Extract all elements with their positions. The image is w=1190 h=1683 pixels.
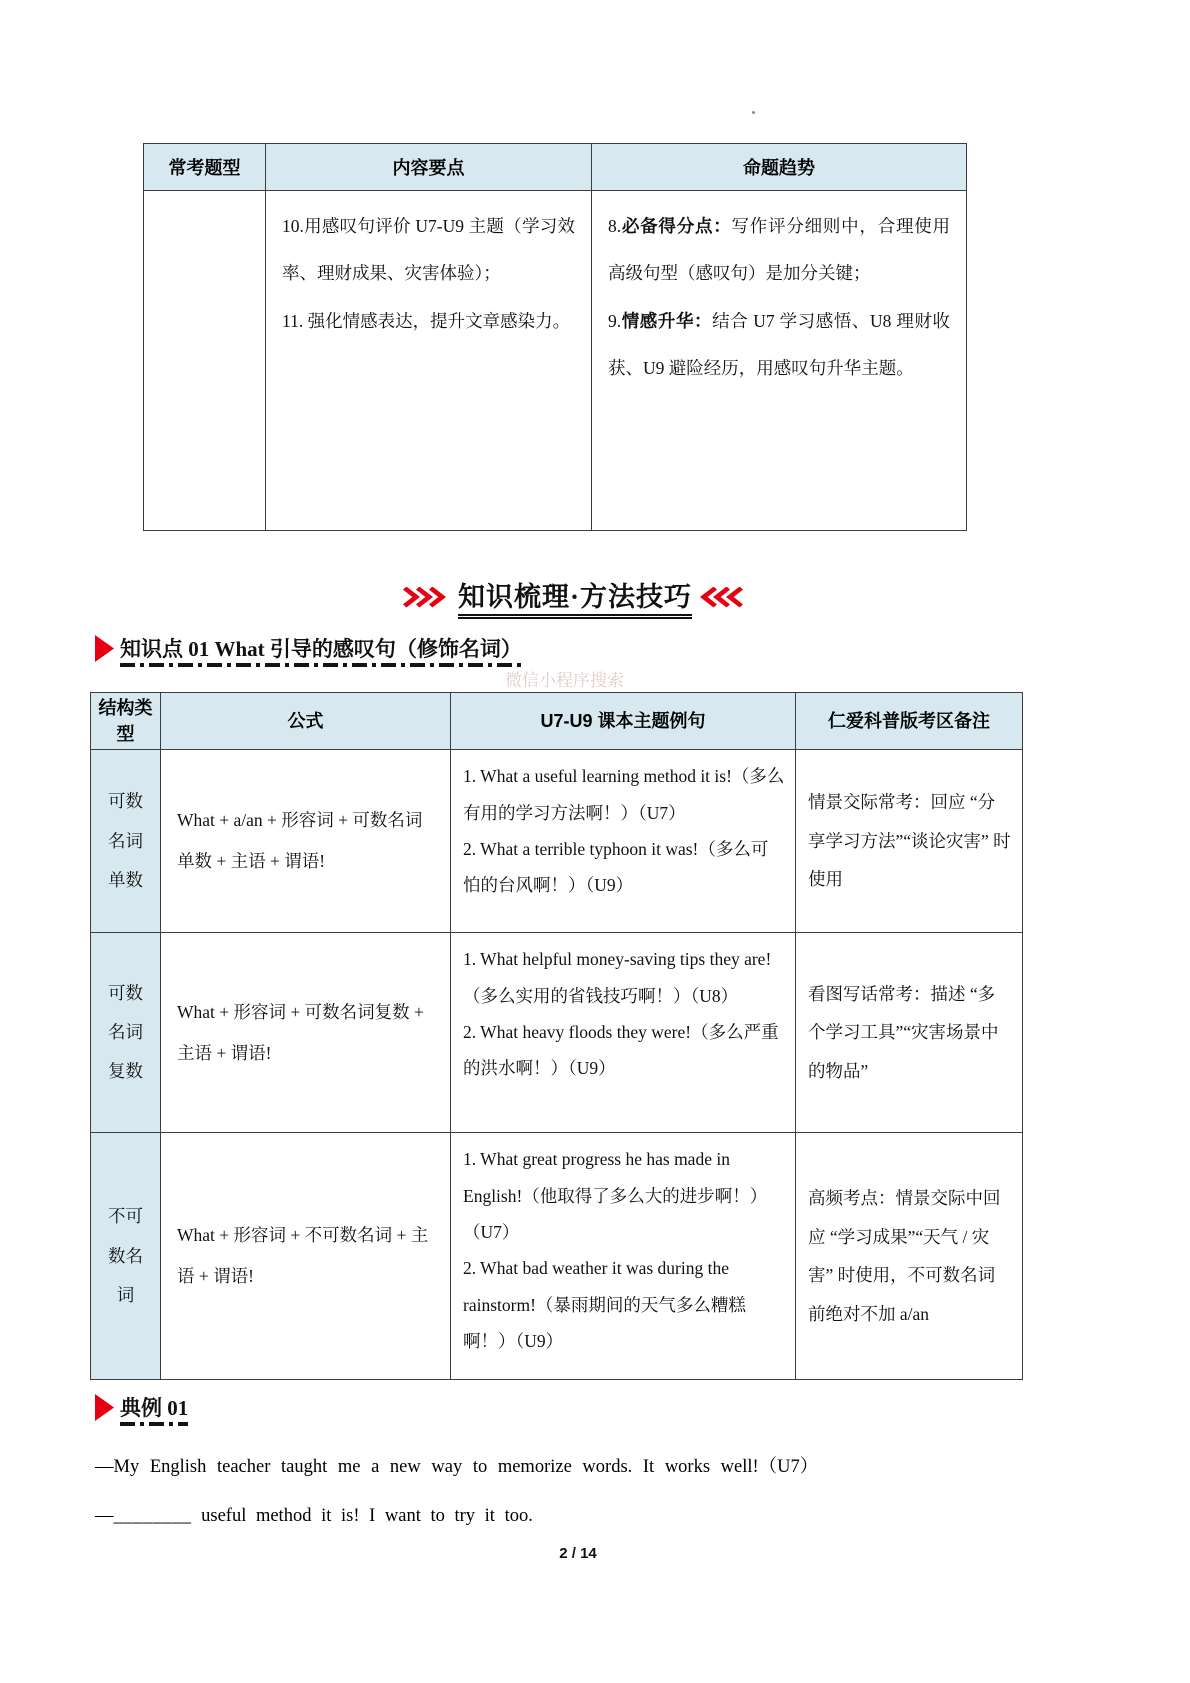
cell-question-type <box>144 191 266 531</box>
header-content-points: 内容要点 <box>266 144 592 191</box>
cell-trend <box>592 191 967 531</box>
cell-note: 情景交际常考：回应 “分享学习方法”“谈论灾害” 时使用 <box>796 750 1023 933</box>
content-point: 11. 强化情感表达，提升文章感染力。 <box>282 310 571 331</box>
exam-trend-table <box>143 143 967 531</box>
example-sentence: 2. What a terrible typhoon it was!（多么可怕的台风啊！）（U9） <box>463 838 769 896</box>
dialogue-line-2 <box>95 1506 995 1527</box>
red-arrow-icon <box>95 1394 114 1421</box>
cell-examples <box>451 933 796 1133</box>
red-arrow-icon <box>95 635 114 662</box>
trend-bold-label: 必备得分点： <box>621 216 732 236</box>
knowledge-point-title: 知识点 01 What 引导的感叹句（修饰名词） <box>120 633 522 667</box>
trend-number: 8. <box>608 216 622 236</box>
table-row-plural-countable <box>91 933 1023 1133</box>
watermark-text: 微信小程序搜索 <box>505 671 624 690</box>
example-sentence: 1. What helpful money-saving tips they are!（多么实用的省钱技巧啊！）（U8） <box>463 949 772 1006</box>
page-number: 2 / 14 <box>559 1545 597 1562</box>
header-exam-notes: 仁爱科普版考区备注 <box>796 693 1023 750</box>
trend-point <box>608 298 950 393</box>
table-row <box>144 191 967 531</box>
header-trend: 命题趋势 <box>592 144 967 191</box>
content-point: 10.用感叹句评价 U7-U9 主题（学习效率、理财成果、灾害体验）； <box>282 216 575 284</box>
section-banner-underline <box>458 575 692 619</box>
table-row-uncountable <box>91 1133 1023 1380</box>
dialogue-line-2-text: useful method it is! I want to try it too. <box>191 1506 533 1526</box>
table-header-row <box>144 144 967 191</box>
cell-type: 可数名词复数 <box>91 933 161 1133</box>
header-question-type: 常考题型 <box>144 144 266 191</box>
example-sentence: 2. What heavy floods they were!（多么严重的洪水啊！）（U9） <box>463 1021 779 1079</box>
trend-bold-label: 情感升华： <box>621 310 713 331</box>
example-sentence: 1. What a useful learning method it is!（多么有用的学习方法啊！）（U7） <box>463 766 785 823</box>
trend-point <box>608 203 950 298</box>
cell-content-points <box>266 191 592 531</box>
example-title: 典例 01 <box>120 1392 188 1426</box>
dialogue-line-1: —My English teacher taught me a new way to memorize words. It works well!（U7） <box>95 1457 819 1477</box>
cell-note: 高频考点：情景交际中回应 “学习成果”“天气 / 灾害” 时使用，不可数名词前绝对不加 a/an <box>796 1133 1023 1380</box>
cell-type: 不可数名词 <box>91 1133 161 1380</box>
trend-number: 9. <box>608 310 622 331</box>
table-header-row <box>91 693 1023 750</box>
cell-examples <box>451 1133 796 1380</box>
trend-text: 写作评分细则中，合理使用高级句型（感叹句）是加分关键； <box>608 216 951 284</box>
cell-formula: What + 形容词 + 可数名词复数 + 主语 + 谓语! <box>161 933 451 1133</box>
cell-note: 看图写话常考：描述 “多个学习工具”“灾害场景中的物品” <box>796 933 1023 1133</box>
knowledge-point-heading <box>95 633 522 667</box>
section-banner <box>0 575 1150 619</box>
trend-text: 结合 U7 学习感悟、U8 理财收获、U9 避险经历，用感叹句升华主题。 <box>608 310 951 378</box>
knowledge-table <box>90 692 1023 1380</box>
example-heading <box>95 1392 188 1426</box>
stray-dot <box>752 111 755 114</box>
answer-blank: ________ <box>113 1506 192 1526</box>
header-structure-type: 结构类型 <box>91 693 161 750</box>
example-sentence: 1. What great progress he has made in English!（他取得了多么大的进步啊！）（U7） <box>463 1149 768 1242</box>
header-example-sentences: U7-U9 课本主题例句 <box>451 693 796 750</box>
table-row-singular-countable <box>91 750 1023 933</box>
fast-forward-arrows-icon <box>407 587 446 608</box>
cell-formula: What + a/an + 形容词 + 可数名词单数 + 主语 + 谓语! <box>161 750 451 933</box>
rewind-arrows-icon <box>704 587 743 608</box>
example-sentence: 2. What bad weather it was during the rainstorm!（暴雨期间的天气多么糟糕啊！）（U9） <box>463 1258 746 1352</box>
dash: — <box>95 1506 114 1526</box>
cell-examples <box>451 750 796 933</box>
cell-type: 可数名词单数 <box>91 750 161 933</box>
header-formula: 公式 <box>161 693 451 750</box>
section-banner-title: 知识梳理·方法技巧 <box>458 582 692 616</box>
cell-formula: What + 形容词 + 不可数名词 + 主语 + 谓语! <box>161 1133 451 1380</box>
